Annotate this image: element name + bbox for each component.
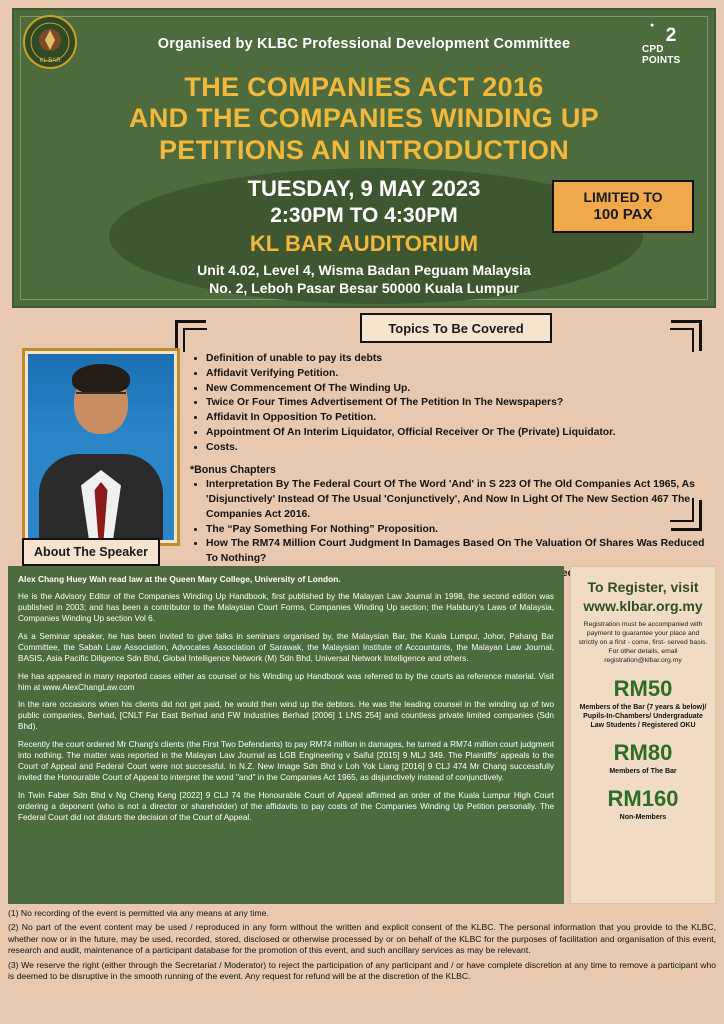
bio-paragraph: Recently the court ordered Mr Chang's clients (the First Two Defendants) to pay RM74 million in damages, he turned a RM74 million court judgment into nothing. The matter was reported in the Malayan Law Journal as LGB Engineering v Saiful [2015] 9 MLJ 349. The Plaintiffs' appeals to the Court of Appeal and Federal Court were not successful. In N.Z. New Image Sdn Bhd v Loh Yok Liang [2016] 9 CLJ 474 Mr Chang successfully invited the Honourable Court of Appeal to interpret the word "and" in the Companies Act 1965, as disjunctively instead of conjunctively. [18, 740, 554, 782]
price-description: Members of the Bar (7 years & below)/ Pupils-In-Chambers/ Undergraduate Law Students / Registered OKU [579, 703, 707, 729]
about-speaker-label: About The Speaker [34, 545, 148, 559]
bio-paragraph: In Twin Faber Sdn Bhd v Ng Cheng Keng [2022] 9 CLJ 74 the Honourable Court of Appeal affirmed an order of the Kuala Lumpur High Court ordering a deponent (who is not a director or shareholder) of the affidavits to pay costs of the Companies Winding Up Petition personally. The Federal Court did not disturb the decision of the Court of Appeal. [18, 790, 554, 822]
speaker-bio [8, 566, 564, 904]
speaker-glasses-icon [76, 392, 126, 406]
event-title-line2: AND THE COMPANIES WINDING UP [129, 103, 599, 134]
bio-paragraph: He is the Advisory Editor of the Companies Winding Up Handbook, first published by the Malayan Law Journal in 1998, the second edition was published in 2003; and has been a contributor to the Malaysian Court Forms, Companies Winding Up section; the Halsbury's Laws of Malaysia, Companies Winding Up section Vol 6. [18, 592, 554, 623]
capacity-label: LIMITED TO [583, 189, 663, 205]
event-title [34, 72, 694, 166]
event-venue: KL BAR AUDITORIUM [249, 231, 479, 256]
bio-paragraph: He has appeared in many reported cases either as counsel or his Winding up Handbook was referred to by the courts as reference material. Visit him at www.AlexChangLaw.com [18, 671, 554, 692]
event-date: TUESDAY, 9 MAY 2023 [247, 176, 481, 201]
capacity-badge [552, 180, 694, 233]
svg-text:KL BAR: KL BAR [39, 58, 61, 64]
topics-heading: Topics To Be Covered [388, 320, 524, 336]
list-item: • Affidavit Verifying Petition. [206, 367, 710, 382]
topics-heading-box [360, 313, 552, 343]
cpd-dot-icon: ● [650, 22, 655, 29]
terms-item: (3) We reserve the right (either through the Secretariat / Moderator) to reject the participation of any participant and / or have complete discretion at any time to remove a participant who is deemed to be disruptive in the smooth running of the event. Any request for refund will be at the discretion of the KLBC. [8, 959, 716, 982]
event-time: 2:30PM TO 4:30PM [270, 204, 458, 227]
speaker-photo-frame [22, 348, 180, 546]
price-amount: RM50 [613, 675, 673, 701]
bio-paragraph: In the rare occasions when his clients did not get paid, he would then wind up the debtors. He was the leading counsel in the winding up of two public companies, Berhad, [CNLT Far East Berhad and FW Industries Berhad [2006] 1 LNS 254] and countless private limited companies (Sdn Bhd). [18, 700, 554, 732]
list-item: • Twice Or Four Times Advertisement Of The Petition In The Newspapers? [206, 396, 710, 411]
organised-by-text: Organised by KLBC Professional Development Committee [157, 36, 571, 52]
register-note: Registration must be accompanied with payment to guarantee your place and strictly on a first - come, first- served basis. For other details, email registration@klbar.org.my [578, 620, 708, 665]
price-description: Non-Members [619, 814, 667, 822]
terms-item: (1) No recording of the event is permitted via any means at any time. [8, 908, 269, 918]
terms-and-conditions [8, 908, 716, 986]
bonus-chapters-heading: *Bonus Chapters [190, 464, 276, 477]
registration-panel [570, 566, 716, 904]
klbc-logo-icon [22, 14, 78, 70]
cpd-points-label: CPD POINTS [642, 44, 681, 66]
frame-corner-top-right-inner [670, 328, 694, 352]
header-banner [12, 8, 716, 308]
about-speaker-box [22, 538, 160, 566]
capacity-value: 100 PAX [593, 205, 653, 223]
cpd-points-badge [642, 18, 700, 74]
speaker-photo [28, 354, 174, 540]
event-title-line3: PETITIONS AN INTRODUCTION [159, 134, 569, 165]
event-address-line2: No. 2, Leboh Pasar Besar 50000 Kuala Lumpur [209, 280, 519, 296]
event-title-line1: THE COMPANIES ACT 2016 [184, 72, 544, 102]
list-item: • Affidavit In Opposition To Petition. [206, 411, 710, 426]
topics-list-container [190, 352, 710, 582]
bio-paragraph: Alex Chang Huey Wah read law at the Queen Mary College, University of London. [18, 574, 341, 584]
list-item: • New Commencement Of The Winding Up. [206, 382, 710, 397]
terms-item: (2) No part of the event content may be used / reproduced in any form without the written and explicit consent of the KLBC. The personal information that you provide to the KLBC, whether now or in the future, may be used, recorded, stored, disclosed or otherwise processed by or on behalf of the KLBC for the purposes of facilitation and organisation of this event, research and audit, maintenance of a participant database for the promotion of this event, and such ancillary services as may be relevant. [8, 922, 716, 956]
list-item: • Definition of unable to pay its debts [206, 352, 710, 367]
list-item: • Interpretation By The Federal Court Of The Word 'And' in S 223 Of The Old Companies Act 1965, As 'Disjunctively' Instead Of The Usual 'Conjunctively', And Now In Light Of The New Section 467 The Companies Act 2016. [206, 478, 710, 522]
event-address-line1: Unit 4.02, Level 4, Wisma Badan Peguam Malaysia [197, 262, 531, 278]
price-description: Members of The Bar [609, 767, 677, 775]
bio-paragraph: As a Seminar speaker, he has been invited to give talks in seminars organised by, the Malaysian Bar, the Kuala Lumpur, Johor, Pahang Bar Committee, the Sabah Law Association, Advocates Association of Sarawak, the Malaysian Institute of Accountants, the Malayan Law Journal, BASIS, Asia Pacific Diligence Sdn Bhd, Global Intelligence Network (M) Sdn Bhd, Universal Network Intelligence and others. [18, 631, 554, 663]
price-amount: RM80 [613, 739, 673, 765]
list-item: • Appointment Of An Interim Liquidator, Official Receiver Or The (Private) Liquidator. [206, 426, 710, 441]
list-item: • How The RM74 Million Court Judgment In Damages Based On The Valuation Of Shares Was Reduced To Nothing? [206, 537, 710, 567]
topics-list [190, 352, 710, 455]
cpd-points-number: 2 [665, 24, 677, 46]
list-item: • The “Pay Something For Nothing” Proposition. [206, 523, 710, 538]
register-url[interactable]: www.klbar.org.my [583, 597, 703, 614]
speaker-hair [72, 364, 130, 394]
frame-corner-top-left-inner [183, 328, 207, 352]
list-item: • Costs. [206, 441, 710, 456]
price-amount: RM160 [607, 786, 679, 812]
register-title: To Register, visit [587, 579, 699, 595]
